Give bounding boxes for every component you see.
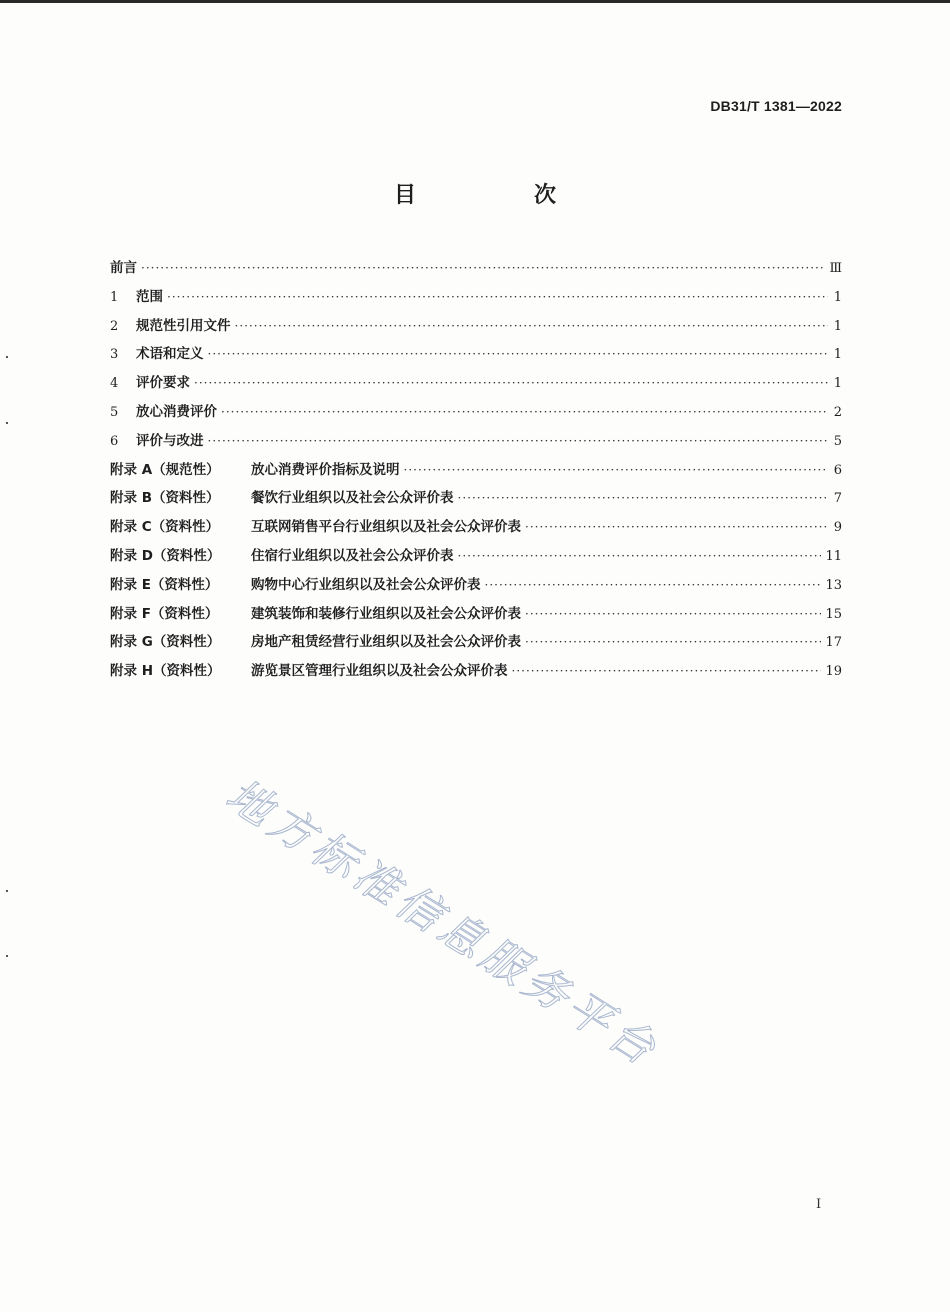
toc-leader-dots [525,628,821,657]
appendix-label: 建筑装饰和装修行业组织以及社会公众评价表 [251,605,521,622]
toc-entry-page: 1 [833,376,842,392]
toc-leader-dots [485,571,822,600]
toc-entry-number: 5 [110,404,119,420]
toc-entry-scope[interactable] [110,283,842,312]
toc-leader-dots [221,398,828,427]
toc-appendix-d[interactable] [110,542,842,571]
toc-entry-label: 前言 [110,260,137,276]
scan-margin-mark [6,422,8,424]
scan-margin-mark [6,955,8,957]
toc-leader-dots [404,456,829,485]
toc-leader-dots [235,312,829,341]
document-code: DB31/T 1381—2022 [710,98,842,114]
toc-entry-label: 放心消费评价 [136,403,217,420]
toc-entry-label: 规范性引用文件 [136,317,231,334]
toc-entry-page: 1 [833,289,842,305]
toc-entry-improvement[interactable] [110,427,842,456]
appendix-prefix: 附录 F（资料性） [110,605,219,622]
toc-appendix-c[interactable] [110,513,842,542]
appendix-prefix: 附录 B（资料性） [110,490,220,507]
toc-entry-label: 评价与改进 [136,432,204,449]
appendix-label: 餐饮行业组织以及社会公众评价表 [251,490,454,507]
toc-entry-label: 范围 [136,288,163,305]
watermark: 地方标准信息服务平台 [217,769,669,1078]
appendix-page: 11 [825,548,842,564]
toc-leader-dots [208,427,829,456]
appendix-page: 13 [825,577,842,593]
appendix-page: 9 [833,520,842,536]
appendix-page: 15 [825,606,842,622]
appendix-page: 6 [833,462,842,478]
toc-leader-dots [458,542,822,571]
toc-appendix-f[interactable] [110,600,842,629]
toc-appendix-a[interactable] [110,456,842,485]
toc-appendix-h[interactable] [110,657,842,686]
toc-entry-number: 1 [110,289,119,305]
toc-leader-dots [141,254,825,283]
appendix-label: 互联网销售平台行业组织以及社会公众评价表 [251,519,521,536]
toc-leader-dots [525,600,821,629]
toc-leader-dots [208,340,829,369]
appendix-label: 住宿行业组织以及社会公众评价表 [251,547,454,564]
appendix-label: 游览景区管理行业组织以及社会公众评价表 [251,663,508,680]
toc-leader-dots [194,369,828,398]
appendix-page: 7 [833,491,842,507]
toc-entry-page: Ⅲ [829,261,842,276]
toc-entry-number: 3 [110,347,119,363]
toc-title: 目 次 [393,183,604,208]
appendix-prefix: 附录 G（资料性） [110,634,221,651]
toc-entry-label: 评价要求 [136,375,190,392]
appendix-prefix: 附录 D（资料性） [110,547,221,564]
scan-margin-mark [6,890,8,892]
toc-entry-normative-references[interactable] [110,312,842,341]
toc-appendix-g[interactable] [110,628,842,657]
toc-entry-evaluation[interactable] [110,398,842,427]
toc-leader-dots [458,484,829,513]
scan-top-edge [0,0,950,3]
toc-entry-page: 1 [833,347,842,363]
toc-entry-number: 2 [110,318,119,334]
appendix-prefix: 附录 H（资料性） [110,663,221,680]
table-of-contents [110,254,842,686]
toc-leader-dots [167,283,828,312]
appendix-prefix: 附录 A（规范性） [110,461,220,478]
toc-entry-label: 术语和定义 [136,346,204,363]
appendix-label: 放心消费评价指标及说明 [251,461,400,478]
appendix-label: 房地产租赁经营行业组织以及社会公众评价表 [251,634,521,651]
toc-entry-page: 2 [833,404,842,420]
toc-appendix-b[interactable] [110,484,842,513]
toc-entry-requirements[interactable] [110,369,842,398]
appendix-page: 19 [825,664,842,680]
appendix-prefix: 附录 E（资料性） [110,576,219,593]
toc-appendix-e[interactable] [110,571,842,600]
scan-margin-mark [6,356,8,358]
appendix-page: 17 [825,635,842,651]
appendix-prefix: 附录 C（资料性） [110,519,220,536]
toc-entry-number: 6 [110,433,119,449]
toc-leader-dots [512,657,822,686]
toc-entry-page: 5 [833,433,842,449]
toc-entry-foreword[interactable] [110,254,842,283]
toc-leader-dots [525,513,828,542]
appendix-label: 购物中心行业组织以及社会公众评价表 [251,576,481,593]
toc-entry-terms[interactable] [110,340,842,369]
page-number: I [816,1197,822,1212]
toc-entry-number: 4 [110,376,119,392]
toc-entry-page: 1 [833,318,842,334]
